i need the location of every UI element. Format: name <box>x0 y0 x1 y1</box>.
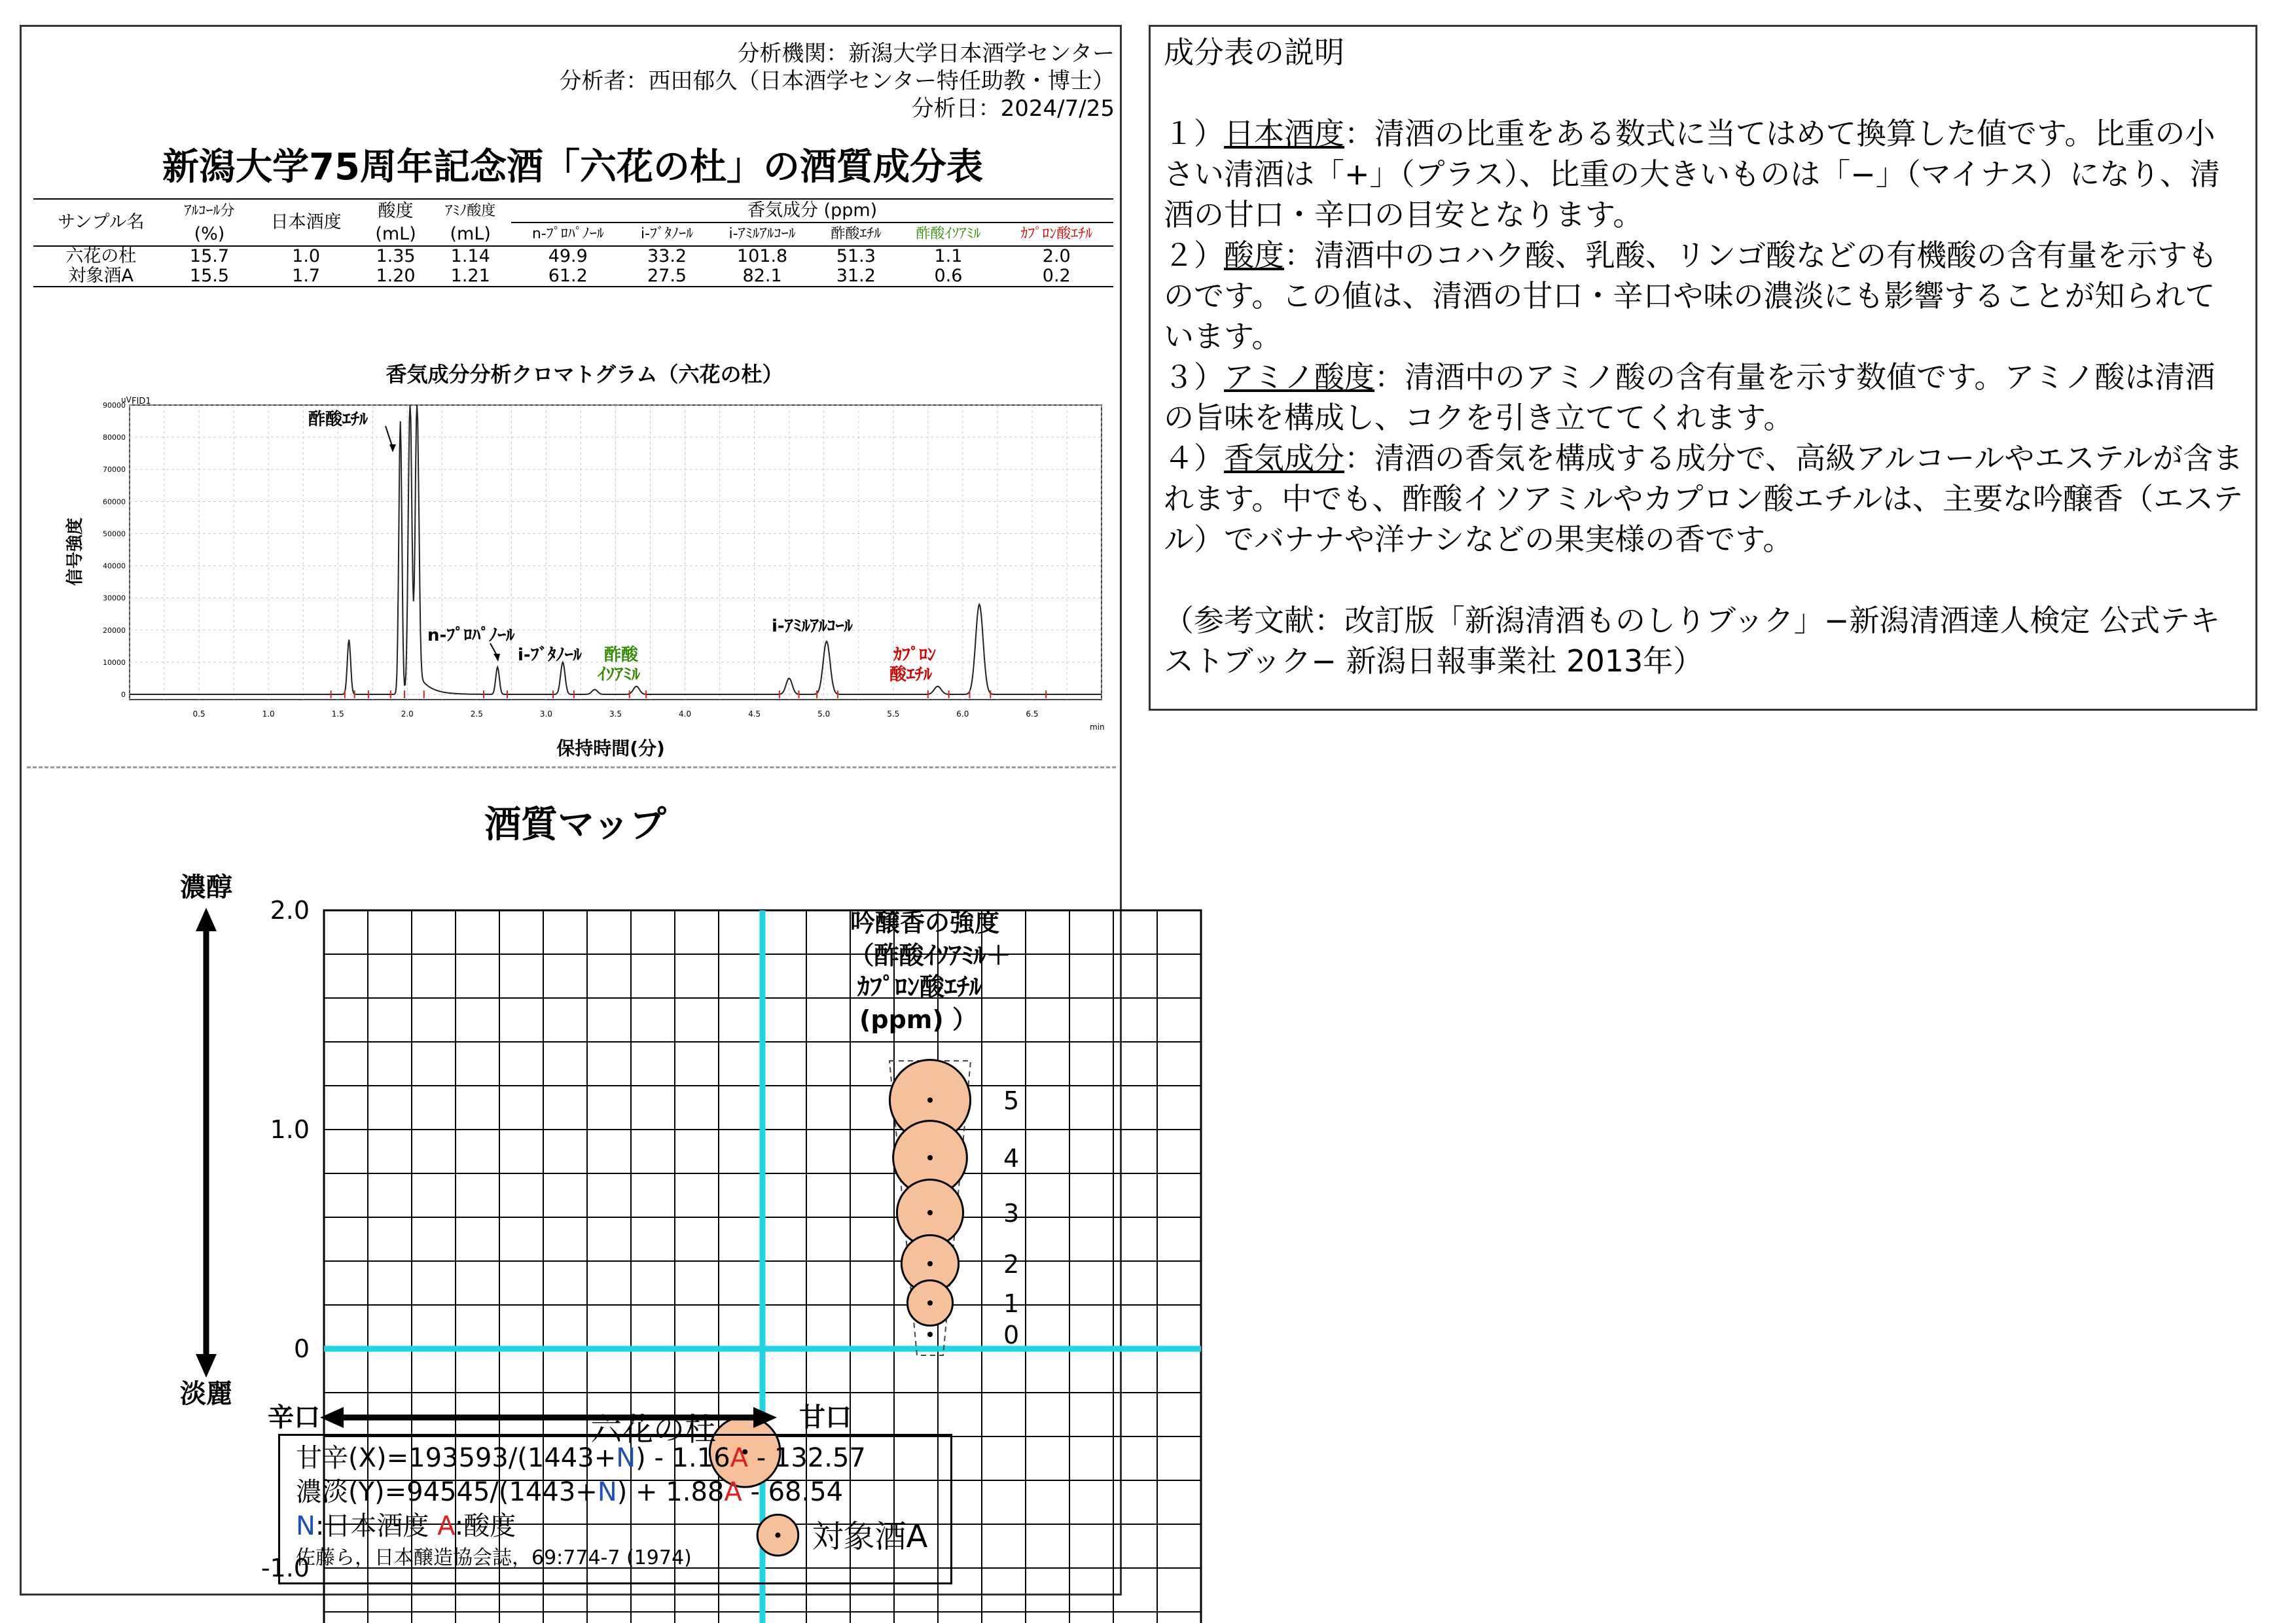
item-term: 香気成分 <box>1224 440 1344 476</box>
cell-isoamyl-alcohol: 101.8 <box>736 246 788 266</box>
chromatogram-y-label: 信号強度 <box>65 517 85 586</box>
label-rich: 濃醇 <box>180 872 232 902</box>
formula-n: N <box>616 1443 636 1473</box>
formula-n: N <box>597 1477 617 1507</box>
legend-dot <box>927 1210 933 1215</box>
intensity-legend <box>889 1060 1019 1349</box>
legend-title-line4: (ppm) ） <box>859 1005 977 1034</box>
col-isoamyl-alcohol: i-ｱﾐﾙｱﾙｺｰﾙ <box>728 226 796 242</box>
item-text: ：清酒中のアミノ酸の含有量を示す数値です。アミノ酸は清酒の旨味を構成し、コクを引き立ててくれます。 <box>1164 359 2215 435</box>
item-term: 酸度 <box>1224 238 1284 273</box>
table-row <box>33 266 1113 287</box>
col-acidity: 酸度 <box>378 200 414 221</box>
legend-level-label: 4 <box>1003 1144 1020 1173</box>
legend-title-line2: （酢酸ｲｿｱﾐﾙ＋ <box>849 941 1011 970</box>
col-alcohol-unit: (%) <box>194 223 225 244</box>
chromatogram-unit-x: min <box>1090 722 1105 732</box>
chromatogram-y-tick: 30000 <box>103 594 126 603</box>
legend-level-label: 1 <box>1003 1289 1020 1318</box>
formula-text: :日本酒度 <box>315 1511 438 1541</box>
chromatogram-chart <box>22 341 1124 773</box>
formula-a: A <box>724 1477 742 1507</box>
formula-text: - 68.54 <box>742 1477 844 1507</box>
chromatogram-y-tick: 50000 <box>103 529 126 539</box>
chromatogram-x-tick: 6.0 <box>956 709 969 719</box>
formula-n: N <box>296 1511 315 1541</box>
chromatogram-x-tick: 6.5 <box>1026 709 1039 719</box>
table-header-row <box>33 199 1113 223</box>
item-number: ３） <box>1164 359 1224 395</box>
formula-box <box>278 1434 952 1584</box>
chromatogram-x-tick: 1.0 <box>262 709 275 719</box>
legend-level-label: 3 <box>1003 1199 1020 1228</box>
map-y-tick: 2.0 <box>270 896 310 925</box>
formula-richness <box>296 1475 935 1509</box>
formula-text: ) + 1.88 <box>617 1477 725 1507</box>
label-light: 淡麗 <box>180 1379 232 1409</box>
map-point-label: 対象酒A <box>812 1518 928 1555</box>
annot-ethyl-caproate: ｶﾌﾟﾛﾝ <box>893 645 937 665</box>
legend-title-line1: 吟醸香の強度 <box>850 908 1000 937</box>
cell-npropanol: 49.9 <box>548 246 588 266</box>
annot-isoamyl-acetate-2: ｲｿｱﾐﾙ <box>598 665 641 685</box>
chromatogram-title: 香気成分分析クロマトグラム（六花の杜） <box>386 362 783 387</box>
chromatogram-y-tick: 70000 <box>103 465 126 474</box>
arrow-up-icon <box>196 908 217 931</box>
legend-dot <box>927 1300 933 1306</box>
chromatogram-x-ticks <box>193 709 1039 719</box>
chromatogram-y-tick: 90000 <box>103 401 126 410</box>
formula-text: :酸度 <box>454 1511 516 1541</box>
map-y-tick: 0 <box>293 1334 310 1363</box>
annot-isoamyl-acetate: 酢酸 <box>604 645 639 665</box>
item-number: ２） <box>1164 238 1224 273</box>
item-text: ：清酒の比重をある数式に当てはめて換算した値です。比重の小さい清酒は「+」（プラス）、比重の大きいものは「−」（マイナス）になり、清酒の甘口・辛口の目安となります。 <box>1164 116 2220 232</box>
item-term: アミノ酸度 <box>1224 359 1374 395</box>
explanation-item <box>1164 235 2244 357</box>
col-alcohol: ｱﾙｺｰﾙ分 <box>184 202 235 219</box>
cell-isobutanol: 27.5 <box>647 266 687 286</box>
explanation-heading: 成分表の説明 <box>1164 35 1344 70</box>
chromatogram-y-ticks <box>103 401 126 699</box>
chromatogram-x-tick: 3.0 <box>539 709 552 719</box>
col-ethyl-caproate: ｶﾌﾟﾛﾝ酸ｴﾁﾙ <box>1020 226 1093 242</box>
legend-dot <box>927 1097 933 1103</box>
col-isobutanol: i-ﾌﾞﾀﾉｰﾙ <box>641 226 694 242</box>
chromatogram-x-tick: 4.0 <box>679 709 692 719</box>
cell-alcohol: 15.7 <box>189 246 230 266</box>
institution-label: 分析機関：新潟大学日本酒学センター <box>737 41 1115 67</box>
cell-name: 六花の杜 <box>65 246 137 266</box>
cell-acidity: 1.35 <box>376 246 416 266</box>
cell-isoamyl-acetate: 0.6 <box>934 266 963 286</box>
page-title: 新潟大学75周年記念酒「六花の杜」の酒質成分表 <box>162 146 983 188</box>
map-y-tick: -1.0 <box>260 1554 310 1582</box>
sake-map-title: 酒質マップ <box>484 804 666 846</box>
formula-text: ) - 1.16 <box>636 1443 730 1473</box>
cell-acidity: 1.20 <box>376 266 416 286</box>
formula-text: 甘辛(X)=193593/(1443+ <box>296 1443 617 1473</box>
formula-reference: 佐藤ら，日本醸造協会誌，69:774-7 (1974) <box>296 1546 692 1569</box>
cell-nihonshudo: 1.0 <box>292 246 321 266</box>
formula-text: 濃淡(Y)=94545/(1443+ <box>296 1477 598 1507</box>
cell-ethyl-acetate: 51.3 <box>836 246 876 266</box>
cell-isoamyl-alcohol: 82.1 <box>742 266 782 286</box>
cell-npropanol: 61.2 <box>548 266 588 286</box>
analyst-label: 分析者：西田郁久（日本酒学センター特任助教・博士） <box>559 68 1115 94</box>
formula-legend <box>296 1509 935 1543</box>
chromatogram-x-tick: 4.5 <box>748 709 761 719</box>
label-sweet: 甘口 <box>799 1402 852 1433</box>
explanation-item <box>1164 113 2244 235</box>
chromatogram-x-tick: 1.5 <box>331 709 344 719</box>
col-npropanol: n-ﾌﾟﾛﾊﾟﾉｰﾙ <box>531 226 604 242</box>
annot-npropanol: n-ﾌﾟﾛﾊﾟﾉｰﾙ <box>427 626 515 645</box>
annot-isobutanol: i-ﾌﾞﾀﾉｰﾙ <box>518 645 582 665</box>
annot-ethyl-caproate-2: 酸ｴﾁﾙ <box>889 665 933 685</box>
section-divider <box>27 766 1116 768</box>
item-text: ：清酒の香気を構成する成分で、高級アルコールやエステルが含まれます。中でも、酢酸イソアミルやカプロン酸エチルは、主要な吟醸香（エステル）でバナナや洋ナシなどの果実様の香です。 <box>1164 440 2244 557</box>
legend-title-line3: ｶﾌﾟﾛﾝ酸ｴﾁﾙ <box>857 972 982 1001</box>
col-aroma-group: 香気成分 (ppm) <box>511 199 1113 223</box>
composition-table <box>33 198 1113 287</box>
explanation-panel <box>1149 25 2257 711</box>
legend-level-label: 2 <box>1003 1250 1020 1279</box>
chromatogram-y-tick: 40000 <box>103 562 126 571</box>
col-sample: サンプル名 <box>57 212 145 232</box>
chromatogram-y-tick: 20000 <box>103 626 126 635</box>
formula-a: A <box>437 1511 455 1541</box>
explanation-item <box>1164 438 2244 560</box>
annot-isoamyl-alcohol: i-ｱﾐﾙｱﾙｺｰﾙ <box>772 616 853 636</box>
cell-nihonshudo: 1.7 <box>292 266 321 286</box>
item-number: １） <box>1164 116 1224 151</box>
col-amino-unit: (mL) <box>450 223 491 244</box>
chromatogram-x-tick: 3.5 <box>609 709 622 719</box>
chromatogram-x-tick: 2.5 <box>470 709 483 719</box>
chromatogram-x-tick: 5.5 <box>887 709 900 719</box>
chromatogram-unit-y: uV <box>121 395 132 404</box>
map-point-label: 六花の杜 <box>590 1411 717 1448</box>
chromatogram-y-tick: 60000 <box>103 497 126 507</box>
map-y-tick: 1.0 <box>270 1115 310 1144</box>
cell-amino: 1.14 <box>450 246 490 266</box>
cell-isobutanol: 33.2 <box>647 246 687 266</box>
legend-dot <box>927 1261 933 1266</box>
chromatogram-y-tick: 0 <box>121 690 126 699</box>
formula-a: A <box>730 1443 749 1473</box>
col-amino: ｱﾐﾉ酸度 <box>445 202 496 219</box>
table-subheader-row <box>33 223 1113 246</box>
cell-name: 対象酒A <box>68 266 134 286</box>
cell-ethyl-caproate: 2.0 <box>1042 246 1071 266</box>
analysis-sheet <box>20 25 1122 1596</box>
chromatogram-x-tick: 2.0 <box>401 709 414 719</box>
cell-ethyl-caproate: 0.2 <box>1042 266 1071 286</box>
intensity-legend-title <box>849 908 1011 1034</box>
arrow-down-icon <box>196 1354 217 1378</box>
col-ethyl-acetate: 酢酸ｴﾁﾙ <box>831 226 882 242</box>
chromatogram-fid-label: FID1 <box>132 397 151 406</box>
col-nihonshudo: 日本酒度 <box>270 212 342 232</box>
legend-dot <box>927 1332 933 1337</box>
annot-ethyl-acetate: 酢酸ｴﾁﾙ <box>308 410 368 429</box>
cell-isoamyl-acetate: 1.1 <box>934 246 963 266</box>
label-dry: 辛口 <box>268 1402 320 1433</box>
item-term: 日本酒度 <box>1224 116 1344 151</box>
formula-text: - 132.57 <box>748 1443 866 1473</box>
chromatogram-x-label: 保持時間(分) <box>556 738 665 759</box>
legend-level-label: 5 <box>1003 1086 1020 1115</box>
chromatogram-x-tick: 5.0 <box>817 709 831 719</box>
explanation-reference: （参考文献：改訂版「新潟清酒ものしりブック」−新潟清酒達人検定 公式テキストブック− 新潟日報事業社 2013年） <box>1164 603 2220 679</box>
chromatogram-y-tick: 80000 <box>103 433 126 442</box>
cell-amino: 1.21 <box>450 266 490 286</box>
chromatogram-y-tick: 10000 <box>103 658 126 667</box>
item-number: ４） <box>1164 440 1224 476</box>
date-label: 分析日：2024/7/25 <box>911 96 1115 122</box>
formula-sweetness <box>296 1441 935 1475</box>
legend-dot <box>927 1155 933 1160</box>
legend-level-label: 0 <box>1003 1321 1020 1349</box>
table-row <box>33 246 1113 266</box>
cell-alcohol: 15.5 <box>189 266 230 286</box>
col-isoamyl-acetate: 酢酸ｲｿｱﾐﾙ <box>916 226 981 242</box>
cell-ethyl-acetate: 31.2 <box>836 266 876 286</box>
col-acidity-unit: (mL) <box>375 223 416 244</box>
explanation-item <box>1164 357 2244 438</box>
item-text: ：清酒中のコハク酸、乳酸、リンゴ酸などの有機酸の含有量を示すものです。この値は、清酒の甘口・辛口や味の濃淡にも影響することが知られています。 <box>1164 238 2217 354</box>
chromatogram-x-tick: 0.5 <box>192 709 206 719</box>
explanation-text <box>1164 32 2244 681</box>
